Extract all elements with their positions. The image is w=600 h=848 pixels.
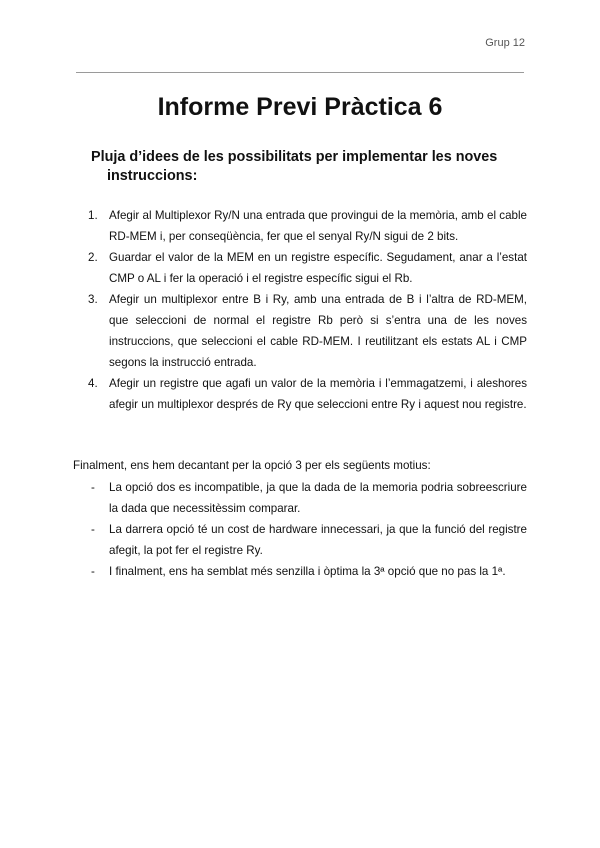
list-item-text: La darrera opció té un cost de hardware innecessari, ja que la funció del registre afegit, la pot fer el registre Ry. — [109, 523, 527, 557]
header-divider — [76, 72, 524, 73]
list-item-text: Afegir un registre que agafi un valor de la memòria i l’emmagatzemi, i aleshores afegir un multiplexor després de Ry que seleccioni entre Ry i aquest nou registre. — [109, 377, 527, 411]
list-item-number: 4. — [88, 377, 98, 390]
list-item-text: La opció dos es incompatible, ja que la dada de la memoria podria sobreescriure la dada que necessitèssim comparar. — [109, 481, 527, 515]
list-item-text: I finalment, ens ha semblat més senzilla i òptima la 3ª opció que no pas la 1ª. — [109, 565, 506, 578]
list-item — [88, 373, 527, 415]
reasons-list — [88, 477, 527, 582]
page-title: Informe Previ Pràctica 6 — [157, 93, 443, 121]
group-label: Grup 12 — [485, 37, 525, 49]
bullet-dash: - — [91, 481, 95, 494]
list-item — [88, 289, 527, 373]
list-item — [88, 205, 527, 247]
list-item-number: 3. — [88, 293, 98, 306]
ideas-list — [88, 205, 527, 415]
list-item-number: 1. — [88, 209, 98, 222]
list-item-number: 2. — [88, 251, 98, 264]
section-heading: Pluja d’idees de les possibilitats per implementar les noves instruccions: — [91, 149, 498, 184]
list-item-text: Guardar el valor de la MEM en un registre específic. Segudament, anar a l’estat CMP o AL i fer la operació i el registre específic sigui el Rb. — [109, 251, 527, 285]
list-item-text: Afegir al Multiplexor Ry/N una entrada que provingui de la memòria, amb el cable RD-MEM i, per conseqüència, fer que el senyal Ry/N sigui de 2 bits. — [109, 209, 527, 243]
list-item-text: Afegir un multiplexor entre B i Ry, amb una entrada de B i l’altra de RD-MEM, que seleccioni de normal el registre Rb però si s’entra una de les noves instruccions, que seleccioni el cable RD-MEM. I reutilitzant els estats AL i CMP segons la instrucció entrada. — [109, 293, 527, 369]
list-item — [88, 519, 527, 561]
conclusion-paragraph: Finalment, ens hem decantant per la opció 3 per els següents motius: — [73, 459, 431, 472]
list-item — [88, 247, 527, 289]
bullet-dash: - — [91, 523, 95, 536]
bullet-dash: - — [91, 565, 95, 578]
list-item — [88, 561, 527, 582]
list-item — [88, 477, 527, 519]
